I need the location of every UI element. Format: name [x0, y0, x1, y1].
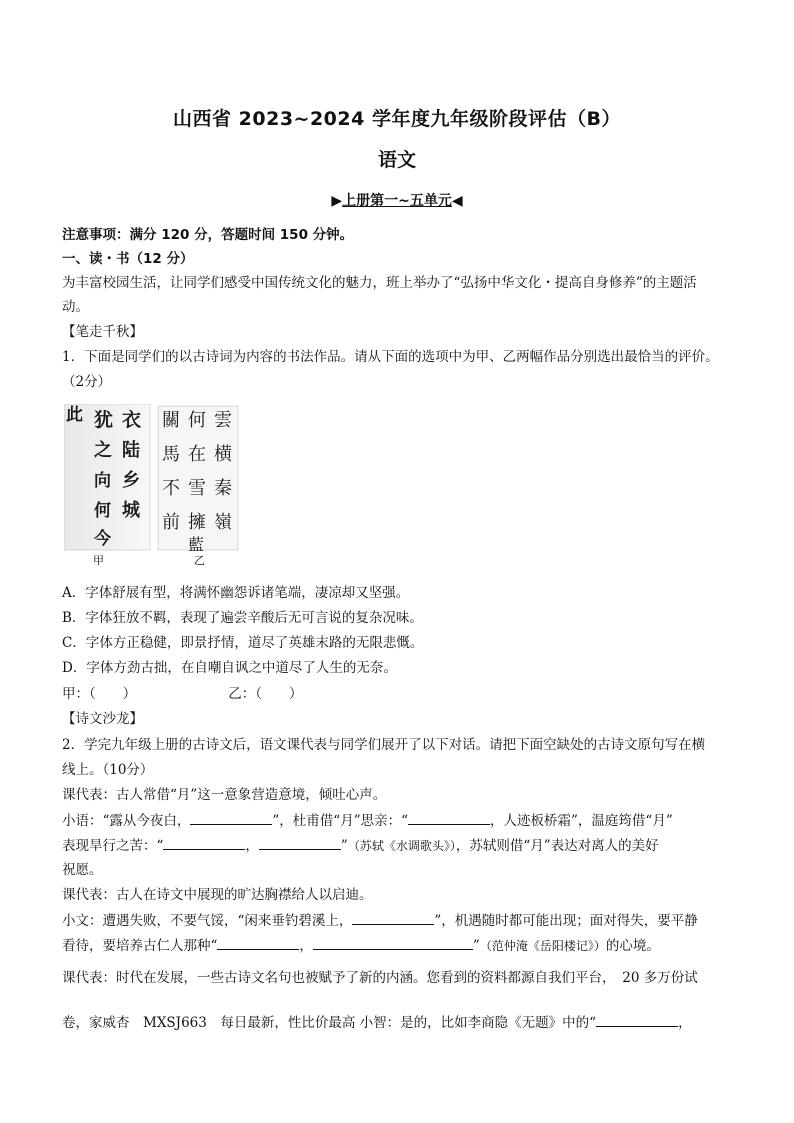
- subject-title: 语文: [377, 149, 416, 171]
- svg-text:關: 關: [162, 410, 180, 431]
- unit-scope: [0, 190, 794, 210]
- dialogue-text: ，: [245, 838, 259, 854]
- svg-text:何: 何: [188, 410, 206, 431]
- answer-blank[interactable]: [163, 835, 245, 850]
- dialogue-text: ，: [678, 1015, 692, 1031]
- svg-text:此: 此: [66, 405, 83, 425]
- answer-jia[interactable]: 甲：（ ）: [62, 686, 137, 702]
- dialogue-text: ，人迹板桥霜”，温庭筠借“月”: [490, 813, 673, 829]
- svg-text:乡: 乡: [122, 470, 140, 491]
- svg-text:陆: 陆: [122, 440, 140, 461]
- notice: 注意事项：满分 120 分，答题时间 150 分钟。: [62, 227, 354, 243]
- dialogue-line: [62, 1012, 742, 1033]
- intro-text-1: 为丰富校园生活，让同学们感受中国传统文化的魅力，班上举办了“弘扬中华文化・提高自身修养”的主题活: [62, 275, 697, 291]
- dialogue-line: 课代表：时代在发展，一些古诗文名句也被赋予了新的内涵。您看到的资料都源自我们平台， 20 多万份试: [62, 970, 698, 986]
- question-1-score: （2分）: [62, 374, 112, 390]
- svg-text:何: 何: [94, 501, 111, 521]
- dialogue-text: ”，机遇随时都可能出现；面对得失，要平静: [434, 913, 698, 929]
- option-d: D．字体方劲古拙，在自嘲自讽之中道尽了人生的无奈。: [62, 660, 397, 676]
- triangle-left-icon: ◀: [451, 193, 463, 209]
- answer-yi[interactable]: 乙：（ ）: [228, 686, 303, 702]
- answer-blank[interactable]: [352, 910, 434, 925]
- svg-text:不: 不: [162, 478, 180, 499]
- question-2-score: 线上。（10分）: [62, 762, 154, 778]
- svg-text:嶺: 嶺: [214, 512, 232, 533]
- dialogue-text: ，: [299, 938, 313, 954]
- question-2-text: 2．学完九年级上册的古诗文后，语文课代表与同学们展开了以下对话。请把下面空缺处的古诗文原句写在横: [62, 737, 706, 753]
- dialogue-text: 小文：遭遇失败，不要气馁，“闲来垂钓碧溪上，: [62, 913, 353, 929]
- option-a: A．字体舒展有型，将满怀幽怨诉诸笔端，凄凉却又坚强。: [62, 585, 410, 601]
- dialogue-text: 表现旱行之苦：“: [62, 838, 164, 854]
- label-jia: 甲: [93, 554, 104, 567]
- svg-text:擁: 擁: [188, 512, 206, 533]
- citation: （苏轼《水调歌头》）: [347, 839, 456, 853]
- answer-blank[interactable]: [217, 935, 299, 950]
- svg-text:犹: 犹: [94, 409, 114, 431]
- dialogue-line: [62, 935, 742, 956]
- svg-text:雪: 雪: [188, 478, 206, 499]
- dialogue-line: [62, 835, 742, 856]
- dialogue-text: ”，杜甫借“月”思亲：“: [272, 813, 409, 829]
- triangle-right-icon: ▶: [331, 193, 343, 209]
- citation: （范仲淹《岳阳楼记》）: [479, 939, 606, 953]
- dialogue-line: [62, 910, 742, 931]
- svg-text:馬: 馬: [162, 444, 180, 465]
- page-title: 山西省 2023~2024 学年度九年级阶段评估（B）: [173, 108, 621, 130]
- svg-text:前: 前: [162, 512, 180, 533]
- svg-text:横: 横: [214, 444, 232, 465]
- dialogue-text: ”: [340, 838, 348, 854]
- part-tag-calligraphy: 【笔走千秋】: [62, 324, 143, 340]
- answer-row: [62, 684, 742, 704]
- dialogue-text: 看待，要培养古仁人那种“: [62, 938, 218, 954]
- calligraphy-artwork: [64, 404, 240, 554]
- unit-scope-text: 上册第一~五单元: [342, 193, 452, 209]
- intro-text-2: 动。: [62, 299, 89, 315]
- svg-text:向: 向: [94, 471, 111, 491]
- answer-blank[interactable]: [190, 810, 272, 825]
- answer-blank[interactable]: [259, 835, 341, 850]
- svg-text:秦: 秦: [214, 478, 232, 499]
- option-b: B．字体狂放不羁，表现了遍尝辛酸后无可言说的复杂况味。: [62, 610, 423, 626]
- label-yi: 乙: [194, 554, 205, 567]
- dialogue-text: ”: [472, 938, 480, 954]
- svg-text:雲: 雲: [214, 410, 232, 431]
- calligraphy-images: [64, 404, 240, 574]
- answer-blank[interactable]: [596, 1012, 678, 1027]
- answer-blank[interactable]: [408, 810, 490, 825]
- dialogue-line: [62, 810, 742, 831]
- svg-text:今: 今: [94, 529, 111, 549]
- dialogue-text: 的心境。: [605, 938, 660, 954]
- svg-text:之: 之: [94, 440, 112, 461]
- dialogue-line: 课代表：古人常借“月”这一意象营造意境，倾吐心声。: [62, 787, 387, 803]
- part-tag-poetry: 【诗文沙龙】: [62, 711, 143, 727]
- answer-blank[interactable]: [313, 935, 473, 950]
- svg-text:在: 在: [188, 444, 206, 465]
- dialogue-text: ，苏轼则借“月”表达对离人的美好: [455, 838, 659, 854]
- svg-text:城: 城: [122, 500, 140, 521]
- section-heading: 一、读・书（12 分）: [62, 251, 194, 267]
- dialogue-text: 小语：“露从今夜白，: [62, 813, 191, 829]
- dialogue-text: 卷，家威杏 MXSJ663 每日最新，性比价最高 小智：是的，比如李商隐《无题》中的“: [62, 1015, 597, 1031]
- svg-text:衣: 衣: [122, 409, 142, 431]
- dialogue-line: 祝愿。: [62, 862, 103, 878]
- question-1-text: 1．下面是同学们的以古诗词为内容的书法作品。请从下面的选项中为甲、乙两幅作品分别选出最恰当的评价。: [62, 349, 719, 365]
- svg-text:藍: 藍: [188, 535, 205, 554]
- option-c: C．字体方正稳健，即景抒情，道尽了英雄末路的无限悲慨。: [62, 635, 424, 651]
- dialogue-line: 课代表：古人在诗文中展现的旷达胸襟给人以启迪。: [62, 887, 373, 903]
